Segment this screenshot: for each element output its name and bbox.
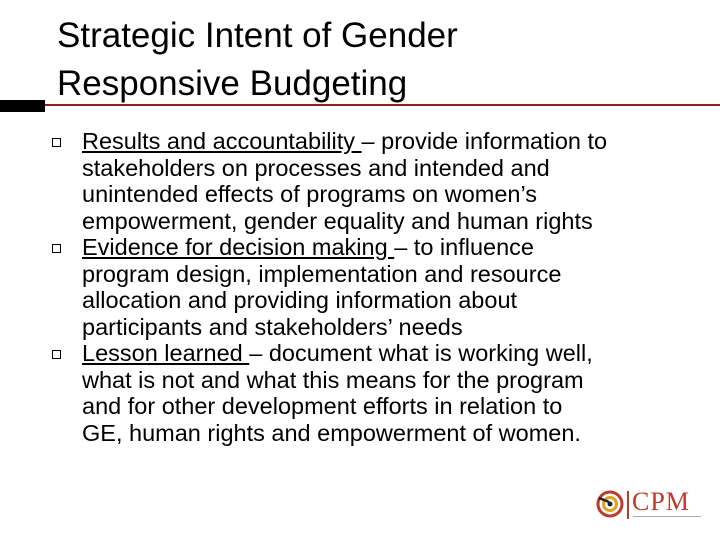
bullet-line: allocation and providing information about bbox=[82, 287, 518, 313]
bullet-line: stakeholders on processes and intended and bbox=[82, 154, 550, 181]
bullet-line: program design, implementation and resource bbox=[82, 260, 562, 287]
bullet-line bbox=[82, 234, 702, 261]
bullet-line bbox=[82, 340, 702, 367]
title-rule-block bbox=[0, 100, 45, 112]
cpm-logo bbox=[595, 488, 705, 524]
square-bullet-icon bbox=[52, 138, 61, 147]
bullet-line: unintended effects of programs on women’s bbox=[82, 181, 538, 207]
bullet-item-results bbox=[52, 128, 702, 234]
bullet-line: what is not and what this means for the program bbox=[82, 366, 584, 393]
bullet-heading: Results and accountability bbox=[82, 128, 362, 154]
slide-title bbox=[57, 12, 697, 108]
logo-divider bbox=[627, 491, 629, 519]
slide-title-line-1: Strategic Intent of Gender bbox=[57, 16, 458, 55]
square-bullet-icon bbox=[52, 350, 61, 359]
bullet-item-evidence bbox=[52, 234, 702, 340]
bullet-item-lessons bbox=[52, 340, 702, 446]
title-divider bbox=[45, 104, 720, 106]
bullet-text: – document what is working well, bbox=[249, 340, 593, 366]
cpm-logo-icon bbox=[595, 489, 625, 519]
bullet-heading: Evidence for decision making bbox=[82, 234, 395, 260]
bullet-text: – to influence bbox=[394, 234, 534, 260]
bullet-heading: Lesson learned bbox=[82, 340, 250, 366]
slide-title-line-2: Responsive Budgeting bbox=[57, 64, 408, 103]
bullet-list bbox=[52, 128, 702, 446]
bullet-text: – provide information to bbox=[361, 128, 608, 154]
square-bullet-icon bbox=[52, 244, 61, 253]
bullet-line bbox=[82, 128, 702, 155]
bullet-line: empowerment, gender equality and human rights bbox=[82, 207, 593, 234]
bullet-line: participants and stakeholders’ needs bbox=[82, 313, 463, 340]
bullet-line: and for other development efforts in relation to bbox=[82, 393, 563, 419]
logo-wordmark: CPM bbox=[632, 487, 690, 516]
logo-tagline-rule bbox=[633, 516, 701, 520]
bullet-line: GE, human rights and empowerment of women. bbox=[82, 419, 581, 446]
